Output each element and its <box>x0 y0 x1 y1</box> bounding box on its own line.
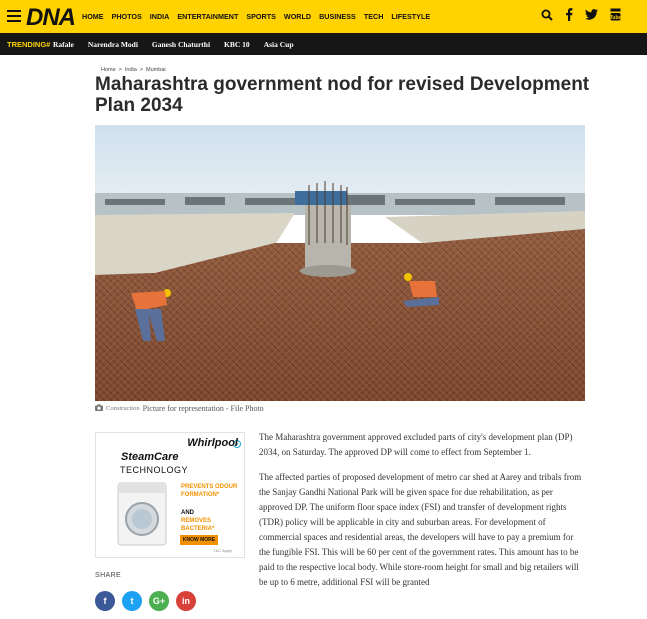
trending-item[interactable]: Rafale <box>53 40 74 49</box>
ad-point-1: PREVENTS ODOUR FORMATION* <box>181 484 238 498</box>
nav-item-entertainment[interactable]: ENTERTAINMENT <box>177 12 239 21</box>
facebook-icon[interactable] <box>565 8 573 21</box>
site-logo[interactable]: DNA <box>26 4 75 31</box>
ad-point-3: REMOVES BACTERIA* <box>181 518 215 532</box>
breadcrumb-mumbai[interactable]: Mumbai <box>146 67 166 73</box>
nav-item-world[interactable]: WORLD <box>283 12 312 21</box>
trending-bar <box>0 33 647 55</box>
nav-item-india[interactable]: INDIA <box>149 12 170 21</box>
trending-item[interactable]: Ganesh Chaturthi <box>151 40 211 49</box>
article-body <box>259 430 585 600</box>
ad-know-more-button[interactable]: KNOW MORE <box>180 535 218 545</box>
top-nav-bar <box>0 0 647 33</box>
share-buttons <box>95 591 196 611</box>
ad-point-2: AND <box>181 510 194 516</box>
caption-text: Picture for representation - File Photo <box>142 404 264 413</box>
trending-item[interactable]: KBC 10 <box>224 40 250 49</box>
camera-icon <box>95 404 103 413</box>
ad-disclaimer: T&C Apply <box>213 548 232 553</box>
nav-item-tech[interactable]: TECH <box>363 12 384 21</box>
share-twitter-button[interactable]: t <box>122 591 142 611</box>
nav-item-lifestyle[interactable]: LIFESTYLE <box>391 12 431 21</box>
svg-text:Tube: Tube <box>610 15 621 21</box>
share-google-plus-button[interactable]: G+ <box>149 591 169 611</box>
breadcrumb-separator: > <box>118 67 122 73</box>
breadcrumb-home[interactable]: Home <box>101 67 116 73</box>
trending-item[interactable]: Asia Cup <box>263 40 294 49</box>
trending-label: TRENDING# <box>7 40 51 49</box>
article-paragraph: The affected parties of proposed development of metro car shed at Aarey and tribals from the Sanjay Gandhi National Park will be given space for due rehabilitation, as per approved DP. The uniform floor space index (FSI) and transfer of development rights (TDR) policy will be applicable in city and suburban areas. For development of commercial spaces and residential areas, the developers will have to pay a premium for the fungible FSI. This will be 60 per cent of the government rates. This amount has to be paid to the respective local body. While store-room height for small and big retailers will be up to 6 metre, additional FSI will be granted <box>259 472 582 587</box>
article-hero-image <box>95 125 585 401</box>
share-facebook-button[interactable]: f <box>95 591 115 611</box>
nav-item-photos[interactable]: PHOTOS <box>111 12 142 21</box>
menu-icon[interactable] <box>7 10 21 21</box>
twitter-icon[interactable] <box>585 9 598 20</box>
nav-item-sports[interactable]: SPORTS <box>246 12 276 21</box>
youtube-icon[interactable] <box>610 8 621 21</box>
breadcrumb-separator: > <box>139 67 144 73</box>
advertisement[interactable] <box>95 432 245 558</box>
caption-credit: Construction <box>106 405 140 412</box>
trending-list <box>53 40 294 49</box>
main-nav <box>82 12 430 21</box>
article-paragraph: The Maharashtra government approved excluded parts of city's development plan (DP) 2034, on Saturday. The approved DP will come to effect from September 1. <box>259 432 573 457</box>
ad-subheadline: TECHNOLOGY <box>120 465 189 475</box>
share-label: SHARE <box>95 572 122 579</box>
breadcrumb <box>101 67 166 73</box>
page-title: Maharashtra government nod for revised Development Plan 2034 <box>95 74 590 116</box>
washing-machine-image <box>114 479 170 549</box>
search-icon[interactable] <box>541 9 553 21</box>
share-linkedin-button[interactable]: in <box>176 591 196 611</box>
nav-item-business[interactable]: BUSINESS <box>319 12 356 21</box>
trending-item[interactable]: Narendra Modi <box>87 40 138 49</box>
breadcrumb-india[interactable]: India <box>124 67 137 73</box>
ad-brand-logo: Whirlpool <box>187 437 238 449</box>
nav-item-home[interactable]: HOME <box>82 12 104 21</box>
header-icons <box>541 8 621 21</box>
image-caption <box>95 404 264 413</box>
ad-headline: SteamCare <box>121 451 179 463</box>
